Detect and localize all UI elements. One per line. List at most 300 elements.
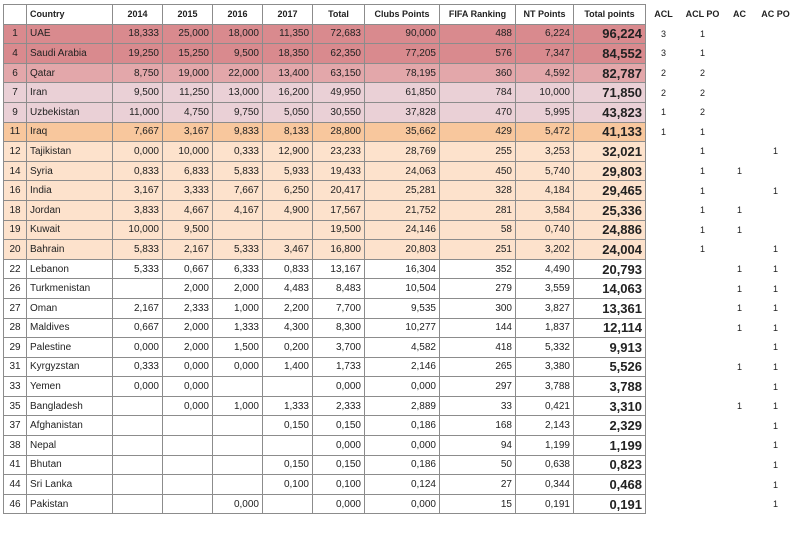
ac-po-cell: 1 [756,259,796,279]
year-2016-cell [213,455,263,475]
ac-cell: 1 [724,200,756,220]
nt-points-cell: 0,638 [516,455,574,475]
year-2016-cell: 13,000 [213,83,263,103]
ac-cell [724,44,756,64]
rank-cell: 16 [4,181,27,201]
total-cell: 8,300 [313,318,365,338]
clubs-points-cell: 61,850 [365,83,440,103]
acl-po-header: ACL PO [682,5,724,25]
total-points-cell: 0,823 [574,455,646,475]
table-row [4,377,796,397]
year-2017-cell: 4,900 [263,200,313,220]
country-cell: Bhutan [27,455,113,475]
clubs-points-cell: 0,000 [365,436,440,456]
year-2014-cell [113,396,163,416]
total-points-cell: 82,787 [574,63,646,83]
table-row [4,63,796,83]
clubs-points-cell: 2,146 [365,357,440,377]
country-cell: Kyrgyzstan [27,357,113,377]
acl-po-cell: 2 [682,83,724,103]
total-points-cell: 29,465 [574,181,646,201]
total-header: Total [313,5,365,25]
country-cell: Uzbekistan [27,102,113,122]
ac-cell [724,475,756,495]
table-row [4,396,796,416]
ac-po-cell [756,83,796,103]
total-points-cell: 2,329 [574,416,646,436]
fifa-ranking-cell: 50 [440,455,516,475]
country-cell: Bahrain [27,240,113,260]
rank-cell: 22 [4,259,27,279]
country-cell: Oman [27,298,113,318]
ac-cell [724,24,756,44]
fifa-ranking-cell: 328 [440,181,516,201]
country-cell: Iran [27,83,113,103]
year-2015-cell: 0,000 [163,396,213,416]
rank-cell: 7 [4,83,27,103]
year-2015-cell: 11,250 [163,83,213,103]
acl-cell [646,200,682,220]
year-2016-cell [213,220,263,240]
year-2017-header: 2017 [263,5,313,25]
country-cell: UAE [27,24,113,44]
acl-cell [646,357,682,377]
year-2014-cell: 0,000 [113,377,163,397]
year-2016-cell: 6,333 [213,259,263,279]
clubs-points-cell: 28,769 [365,142,440,162]
ac-cell [724,102,756,122]
year-2015-cell [163,455,213,475]
rank-cell: 9 [4,102,27,122]
ac-po-cell: 1 [756,279,796,299]
ac-cell [724,436,756,456]
nt-points-cell: 0,421 [516,396,574,416]
ac-po-cell [756,161,796,181]
nt-points-cell: 3,380 [516,357,574,377]
country-cell: Qatar [27,63,113,83]
rank-header [4,5,27,25]
acl-po-cell: 1 [682,220,724,240]
nt-points-cell: 0,344 [516,475,574,495]
table-row [4,475,796,495]
year-2017-cell: 5,050 [263,102,313,122]
total-points-cell: 5,526 [574,357,646,377]
year-2015-cell: 25,000 [163,24,213,44]
year-2014-cell: 11,000 [113,102,163,122]
ac-po-cell: 1 [756,298,796,318]
ac-po-cell [756,220,796,240]
table-row [4,436,796,456]
fifa-ranking-cell: 168 [440,416,516,436]
ac-cell: 1 [724,396,756,416]
year-2017-cell: 4,483 [263,279,313,299]
acl-po-cell: 1 [682,142,724,162]
acl-cell [646,318,682,338]
country-cell: Syria [27,161,113,181]
ac-cell: 1 [724,220,756,240]
fifa-ranking-cell: 784 [440,83,516,103]
acl-cell [646,416,682,436]
acl-po-cell [682,455,724,475]
ac-po-cell [756,24,796,44]
total-cell: 16,800 [313,240,365,260]
total-cell: 0,000 [313,494,365,514]
rank-cell: 35 [4,396,27,416]
ac-po-cell [756,102,796,122]
year-2017-cell: 11,350 [263,24,313,44]
ac-po-cell [756,44,796,64]
rank-cell: 18 [4,200,27,220]
year-2014-cell [113,475,163,495]
clubs-points-cell: 9,535 [365,298,440,318]
acl-po-cell [682,475,724,495]
country-cell: Afghanistan [27,416,113,436]
nt-points-cell: 0,740 [516,220,574,240]
ac-cell [724,494,756,514]
ac-header: AC [724,5,756,25]
year-2016-cell [213,436,263,456]
country-cell: Maldives [27,318,113,338]
table-row [4,338,796,358]
year-2016-cell: 9,750 [213,102,263,122]
total-points-cell: 0,191 [574,494,646,514]
fifa-ranking-cell: 58 [440,220,516,240]
year-2016-cell: 18,000 [213,24,263,44]
total-points-cell: 41,133 [574,122,646,142]
clubs-points-cell: 16,304 [365,259,440,279]
ac-cell [724,240,756,260]
acl-cell [646,338,682,358]
rank-cell: 1 [4,24,27,44]
ac-po-cell [756,63,796,83]
total-points-cell: 84,552 [574,44,646,64]
year-2017-cell: 6,250 [263,181,313,201]
year-2017-cell: 13,400 [263,63,313,83]
year-2014-cell: 0,000 [113,338,163,358]
country-cell: Pakistan [27,494,113,514]
year-2016-cell: 0,000 [213,494,263,514]
year-2017-cell [263,436,313,456]
year-2015-cell [163,494,213,514]
nt-points-cell: 4,592 [516,63,574,83]
country-cell: Nepal [27,436,113,456]
ac-po-cell: 1 [756,396,796,416]
acl-cell: 1 [646,122,682,142]
total-cell: 8,483 [313,279,365,299]
year-2017-cell: 0,100 [263,475,313,495]
total-cell: 1,733 [313,357,365,377]
ac-cell [724,63,756,83]
fifa-ranking-cell: 144 [440,318,516,338]
year-2016-cell: 0,000 [213,357,263,377]
year-2015-cell: 0,000 [163,377,213,397]
year-2014-cell: 8,750 [113,63,163,83]
acl-cell [646,259,682,279]
fifa-ranking-cell: 281 [440,200,516,220]
clubs-points-cell: 0,124 [365,475,440,495]
total-cell: 0,000 [313,436,365,456]
ac-cell [724,142,756,162]
acl-cell [646,142,682,162]
year-2017-cell: 0,200 [263,338,313,358]
year-2017-cell: 0,150 [263,455,313,475]
nt-points-cell: 5,740 [516,161,574,181]
acl-po-cell [682,298,724,318]
header-row [4,5,796,25]
fifa-ranking-cell: 576 [440,44,516,64]
nt-points-cell: 4,184 [516,181,574,201]
year-2015-cell: 19,000 [163,63,213,83]
clubs-points-cell: 20,803 [365,240,440,260]
total-points-cell: 24,004 [574,240,646,260]
year-2017-cell: 0,833 [263,259,313,279]
country-cell: Bangladesh [27,396,113,416]
year-2016-cell: 4,167 [213,200,263,220]
table-row [4,142,796,162]
ac-po-cell: 1 [756,181,796,201]
ac-po-cell: 1 [756,318,796,338]
total-cell: 0,100 [313,475,365,495]
year-2014-cell: 5,333 [113,259,163,279]
acl-po-cell: 1 [682,240,724,260]
nt-points-cell: 5,472 [516,122,574,142]
clubs-points-cell: 35,662 [365,122,440,142]
clubs-points-cell: 0,000 [365,494,440,514]
total-points-cell: 3,310 [574,396,646,416]
ac-po-cell [756,200,796,220]
year-2015-cell: 3,167 [163,122,213,142]
acl-po-cell [682,338,724,358]
fifa-ranking-cell: 360 [440,63,516,83]
total-cell: 72,683 [313,24,365,44]
total-cell: 30,550 [313,102,365,122]
acl-po-cell: 2 [682,102,724,122]
acl-po-cell: 1 [682,200,724,220]
acl-po-cell: 1 [682,161,724,181]
clubs-points-cell: 24,063 [365,161,440,181]
ac-po-cell: 1 [756,357,796,377]
year-2017-cell: 18,350 [263,44,313,64]
rank-cell: 46 [4,494,27,514]
fifa-ranking-cell: 265 [440,357,516,377]
acl-header: ACL [646,5,682,25]
total-points-cell: 32,021 [574,142,646,162]
table-row [4,161,796,181]
nt-points-cell: 1,199 [516,436,574,456]
year-2017-cell: 3,467 [263,240,313,260]
clubs-points-cell: 0,000 [365,377,440,397]
clubs-points-cell: 37,828 [365,102,440,122]
fifa-ranking-cell: 300 [440,298,516,318]
fifa-ranking-cell: 418 [440,338,516,358]
fifa-ranking-cell: 429 [440,122,516,142]
ac-po-cell: 1 [756,475,796,495]
ac-cell [724,455,756,475]
year-2016-cell [213,475,263,495]
rank-cell: 41 [4,455,27,475]
year-2016-cell: 9,500 [213,44,263,64]
total-points-cell: 24,886 [574,220,646,240]
table-row [4,259,796,279]
table-row [4,200,796,220]
acl-cell [646,240,682,260]
nt-points-cell: 3,559 [516,279,574,299]
year-2017-cell [263,377,313,397]
country-cell: Kuwait [27,220,113,240]
acl-cell [646,436,682,456]
acl-cell: 3 [646,24,682,44]
year-2015-cell: 10,000 [163,142,213,162]
ac-cell: 1 [724,298,756,318]
rank-cell: 4 [4,44,27,64]
table-row [4,44,796,64]
year-2016-cell: 5,333 [213,240,263,260]
clubs-points-cell: 24,146 [365,220,440,240]
ac-po-cell: 1 [756,436,796,456]
country-cell: Yemen [27,377,113,397]
year-2014-cell [113,279,163,299]
year-2014-cell [113,494,163,514]
total-points-cell: 13,361 [574,298,646,318]
table-row [4,455,796,475]
ranking-table [3,4,796,514]
acl-po-cell [682,259,724,279]
clubs-points-cell: 2,889 [365,396,440,416]
ac-po-header: AC PO [756,5,796,25]
ac-cell: 1 [724,161,756,181]
year-2014-cell: 18,333 [113,24,163,44]
ac-cell [724,416,756,436]
acl-po-cell [682,416,724,436]
ac-cell [724,122,756,142]
acl-cell [646,279,682,299]
fifa-ranking-cell: 251 [440,240,516,260]
year-2016-cell: 5,833 [213,161,263,181]
year-2017-cell: 2,200 [263,298,313,318]
ac-cell: 1 [724,259,756,279]
year-2014-cell: 9,500 [113,83,163,103]
fifa-ranking-cell: 279 [440,279,516,299]
total-cell: 62,350 [313,44,365,64]
total-points-cell: 96,224 [574,24,646,44]
nt-points-cell: 7,347 [516,44,574,64]
total-points-cell: 14,063 [574,279,646,299]
year-2015-cell: 2,000 [163,338,213,358]
year-2015-cell: 2,167 [163,240,213,260]
ac-po-cell: 1 [756,142,796,162]
table-row [4,298,796,318]
total-cell: 23,233 [313,142,365,162]
clubs-points-cell: 25,281 [365,181,440,201]
acl-cell [646,377,682,397]
year-2014-cell [113,416,163,436]
fifa-ranking-cell: 94 [440,436,516,456]
year-2015-cell: 0,667 [163,259,213,279]
acl-po-cell [682,357,724,377]
ac-po-cell: 1 [756,455,796,475]
country-cell: Tajikistan [27,142,113,162]
year-2014-cell [113,436,163,456]
year-2015-cell [163,436,213,456]
year-2015-cell: 9,500 [163,220,213,240]
table-body [4,24,796,514]
nt-points-cell: 5,332 [516,338,574,358]
year-2016-cell: 2,000 [213,279,263,299]
total-points-cell: 3,788 [574,377,646,397]
table-row [4,24,796,44]
year-2016-cell: 9,833 [213,122,263,142]
acl-po-cell [682,377,724,397]
year-2017-cell: 16,200 [263,83,313,103]
year-2014-cell: 3,167 [113,181,163,201]
rank-cell: 27 [4,298,27,318]
year-2016-cell: 1,500 [213,338,263,358]
nt-points-header: NT Points [516,5,574,25]
ac-po-cell: 1 [756,338,796,358]
total-points-cell: 25,336 [574,200,646,220]
nt-points-cell: 6,224 [516,24,574,44]
acl-cell [646,181,682,201]
clubs-points-cell: 4,582 [365,338,440,358]
clubs-points-cell: 10,277 [365,318,440,338]
year-2014-cell: 0,333 [113,357,163,377]
acl-cell: 1 [646,102,682,122]
country-cell: Jordan [27,200,113,220]
country-cell: Palestine [27,338,113,358]
year-2017-cell: 12,900 [263,142,313,162]
fifa-ranking-cell: 33 [440,396,516,416]
year-2015-cell [163,475,213,495]
year-2016-cell: 1,333 [213,318,263,338]
year-2017-cell [263,220,313,240]
ac-po-cell: 1 [756,377,796,397]
clubs-points-cell: 0,186 [365,416,440,436]
country-cell: Lebanon [27,259,113,279]
total-cell: 3,700 [313,338,365,358]
acl-cell [646,220,682,240]
total-cell: 28,800 [313,122,365,142]
clubs-points-header: Clubs Points [365,5,440,25]
ac-cell: 1 [724,357,756,377]
total-points-cell: 1,199 [574,436,646,456]
total-points-cell: 29,803 [574,161,646,181]
country-header: Country [27,5,113,25]
table-row [4,240,796,260]
rank-cell: 26 [4,279,27,299]
acl-cell: 2 [646,83,682,103]
country-cell: Saudi Arabia [27,44,113,64]
total-points-cell: 43,823 [574,102,646,122]
total-cell: 19,433 [313,161,365,181]
year-2014-cell: 0,833 [113,161,163,181]
total-points-cell: 20,793 [574,259,646,279]
total-points-cell: 12,114 [574,318,646,338]
total-cell: 63,150 [313,63,365,83]
ac-cell: 1 [724,318,756,338]
year-2016-cell [213,416,263,436]
acl-cell [646,475,682,495]
acl-po-cell [682,279,724,299]
year-2017-cell: 8,133 [263,122,313,142]
table-row [4,279,796,299]
clubs-points-cell: 77,205 [365,44,440,64]
acl-po-cell: 2 [682,63,724,83]
total-points-cell: 0,468 [574,475,646,495]
rank-cell: 14 [4,161,27,181]
clubs-points-cell: 0,186 [365,455,440,475]
fifa-ranking-cell: 27 [440,475,516,495]
year-2015-cell: 3,333 [163,181,213,201]
